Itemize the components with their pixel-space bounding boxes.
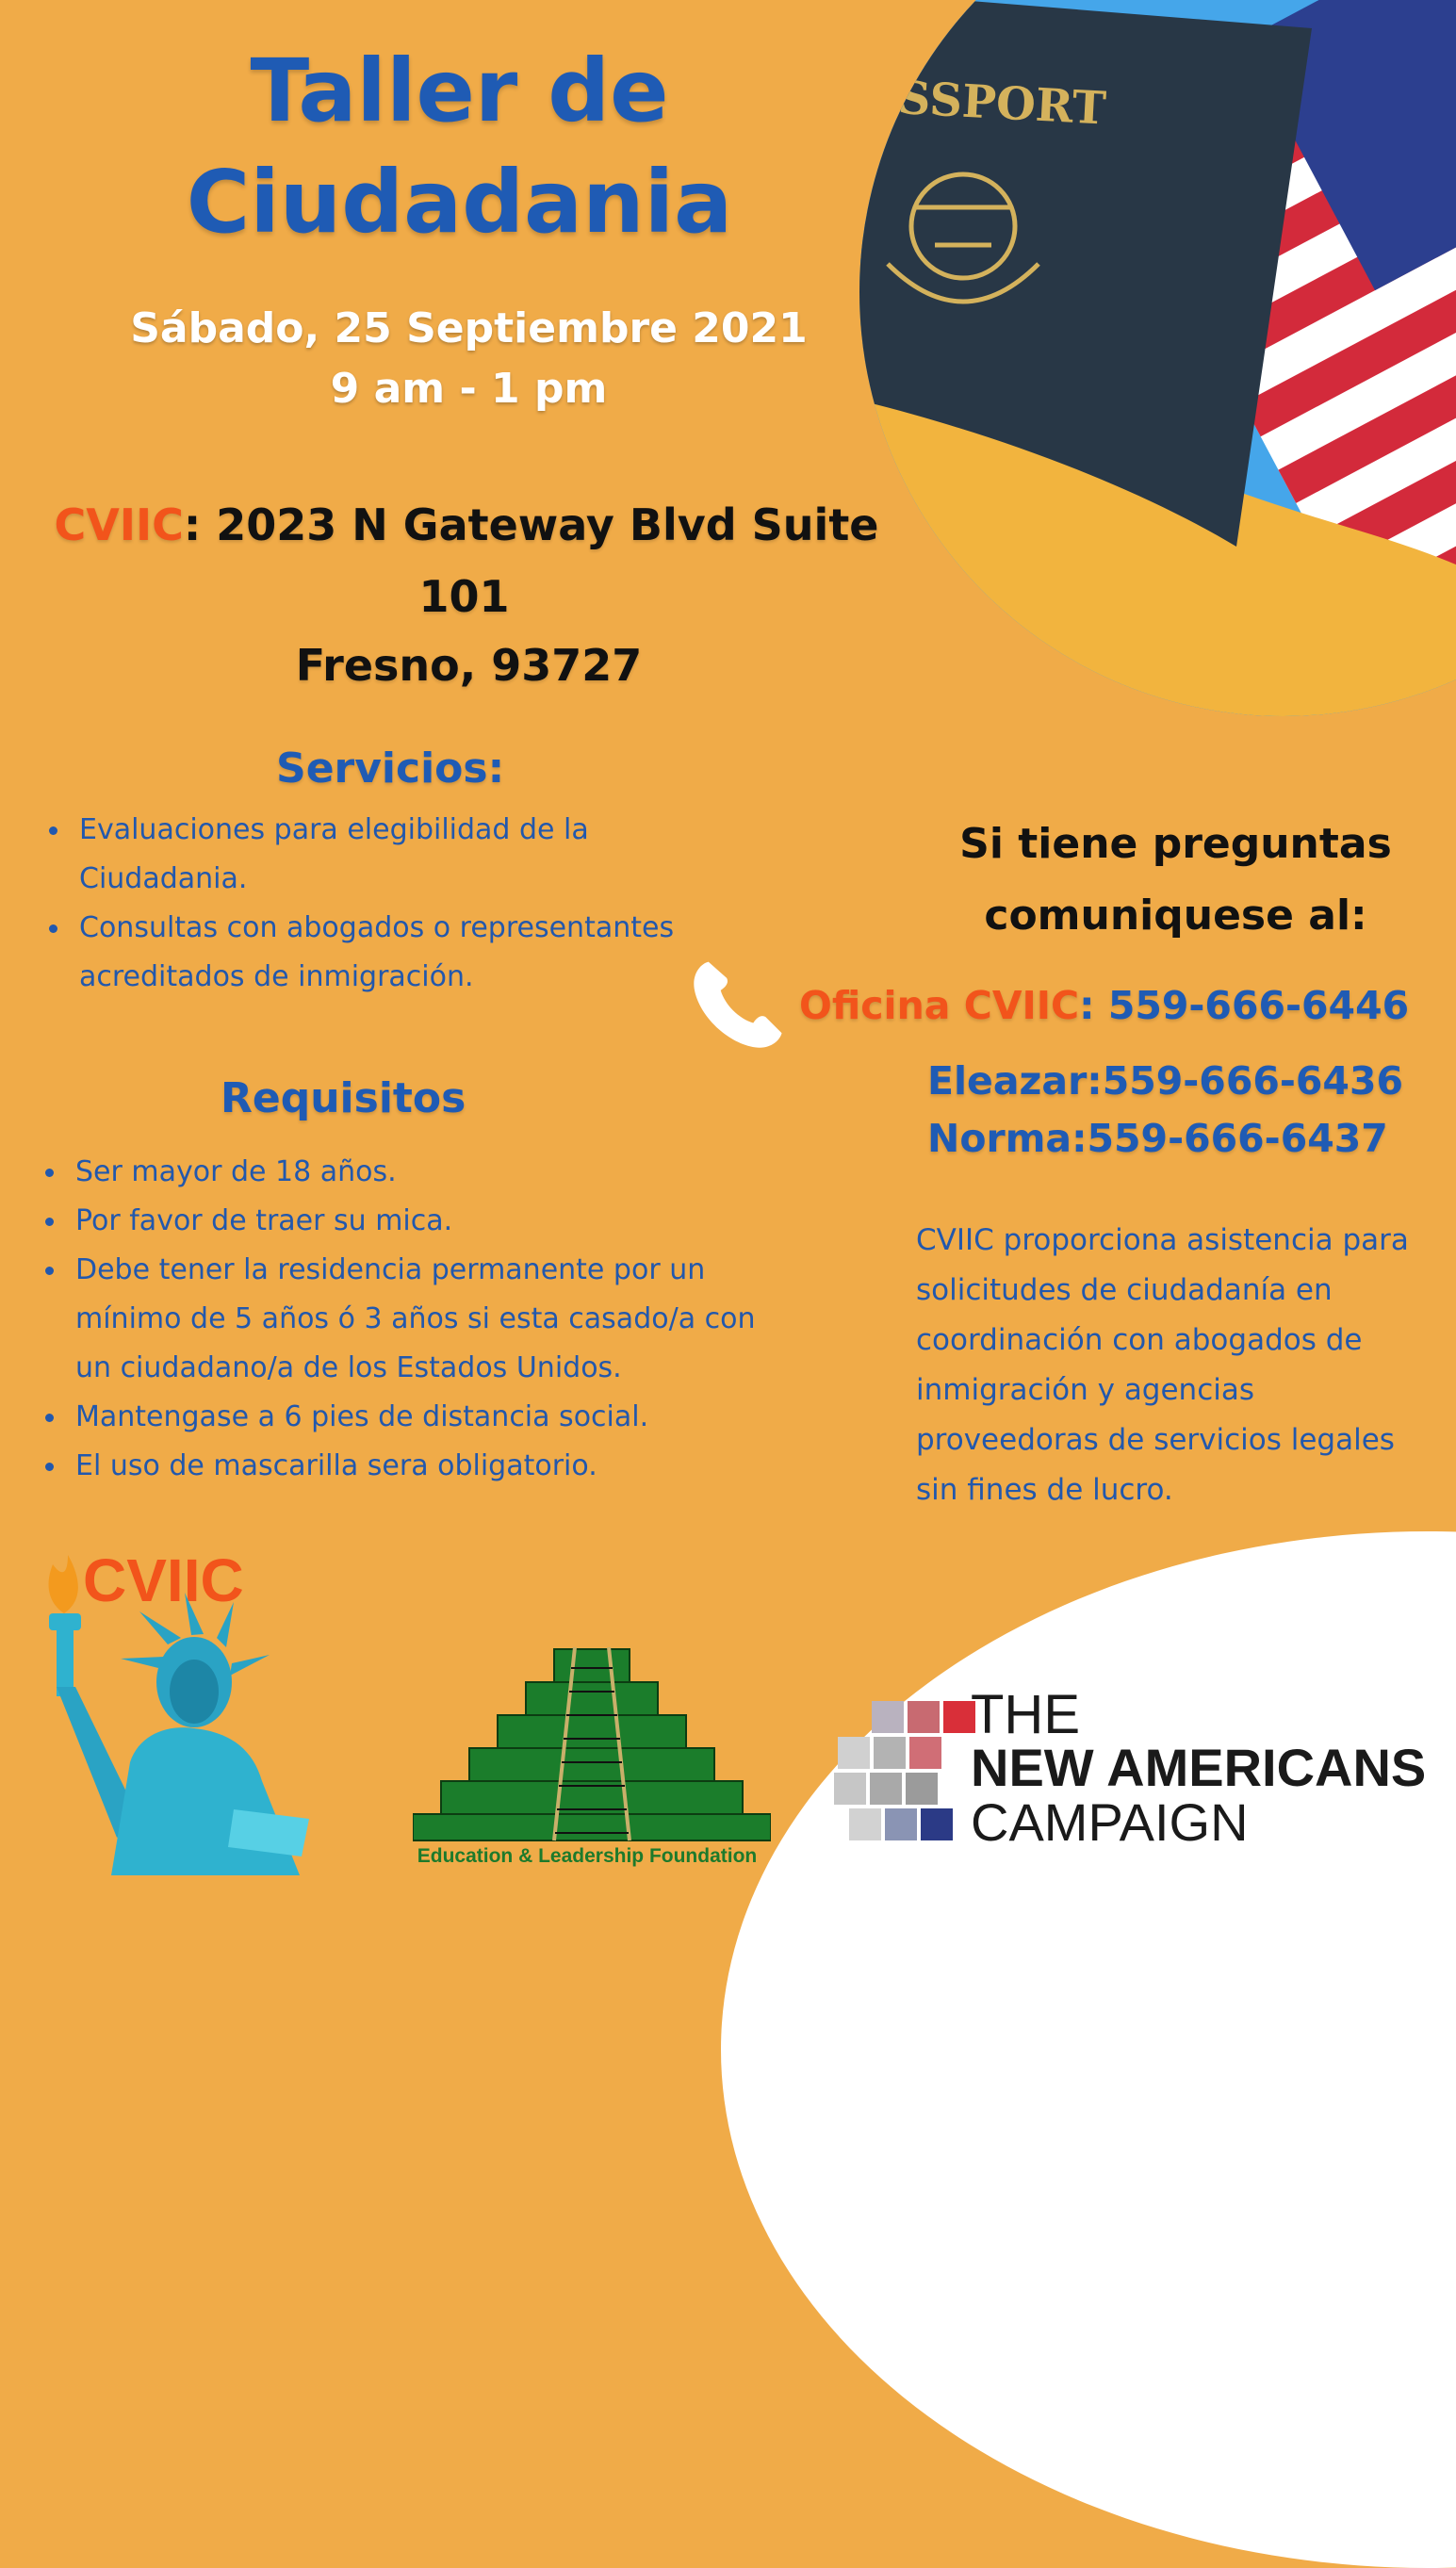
nac-logo-new-americans: NEW AMERICANS [971, 1738, 1427, 1797]
address-line2: 101 [418, 571, 510, 622]
statue-of-liberty-icon [26, 1536, 328, 1875]
norma-label: Norma: [927, 1116, 1088, 1161]
phone-icon [686, 954, 788, 1055]
office-phone-line [799, 983, 1409, 1028]
list-item: Evaluaciones para elegibilidad de la Ciudadania. [43, 806, 720, 904]
address-line3: Fresno, 93727 [295, 640, 643, 691]
services-list [43, 806, 797, 1002]
contact-question-line1: Si tiene preguntas [959, 820, 1392, 868]
eleazar-phone-line [927, 1058, 1403, 1104]
contact-question-line2: comuniquese al: [984, 891, 1367, 940]
list-item: Debe tener la residencia permanente por un mínimo de 5 años ó 3 años si esta casado/a con un ciudadano/a de los Estados Unidos. [40, 1246, 792, 1393]
office-phone: 559-666-6446 [1107, 983, 1410, 1028]
title-line2: Ciudadania [186, 152, 733, 253]
elf-pyramid-logo [413, 1640, 771, 1842]
cviic-description: CVIIC proporciona asistencia para solicitudes de ciudadanía en coordinación con abogados de inmigración y agencias proveedoras de servicios legales sin fines de lucro. [916, 1223, 1409, 1507]
list-item: El uso de mascarilla sera obligatorio. [40, 1442, 756, 1491]
nac-logo-the: THE [971, 1684, 1080, 1745]
passport-text: SSPORT [896, 72, 1107, 136]
norma-phone: 559-666-6437 [1087, 1116, 1388, 1161]
cviic-logo-text: CVIIC [83, 1546, 244, 1614]
passport-illustration [859, 0, 1456, 716]
address-line1 [0, 496, 933, 554]
office-label: Oficina CVIIC [799, 983, 1080, 1028]
event-time: 9 am - 1 pm [330, 365, 608, 413]
event-date: Sábado, 25 Septiembre 2021 [130, 304, 808, 352]
office-sep: : [1079, 983, 1108, 1028]
requirements-list [40, 1148, 756, 1491]
list-item: Consultas con abogados o representantes acreditados de inmigración. [43, 904, 805, 1002]
list-item: Mantengase a 6 pies de distancia social. [40, 1393, 756, 1442]
title-line1: Taller de [250, 41, 669, 141]
nac-logo-campaign: CAMPAIGN [971, 1792, 1249, 1852]
passport-flag-photo [859, 0, 1456, 716]
address-street: : 2023 N Gateway Blvd Suite [183, 499, 879, 550]
services-heading: Servicios: [276, 744, 505, 793]
new-americans-campaign-logo-mark [834, 1701, 985, 1852]
norma-phone-line [927, 1116, 1388, 1161]
white-corner-arc [721, 1531, 1456, 2568]
elf-logo-text: Education & Leadership Foundation [417, 1845, 758, 1867]
address-org: CVIIC [54, 499, 184, 550]
eleazar-label: Eleazar: [927, 1058, 1103, 1104]
eleazar-phone: 559-666-6436 [1102, 1058, 1403, 1104]
requirements-heading: Requisitos [221, 1074, 466, 1122]
list-item: Por favor de traer su mica. [40, 1197, 756, 1246]
list-item: Ser mayor de 18 años. [40, 1148, 756, 1197]
